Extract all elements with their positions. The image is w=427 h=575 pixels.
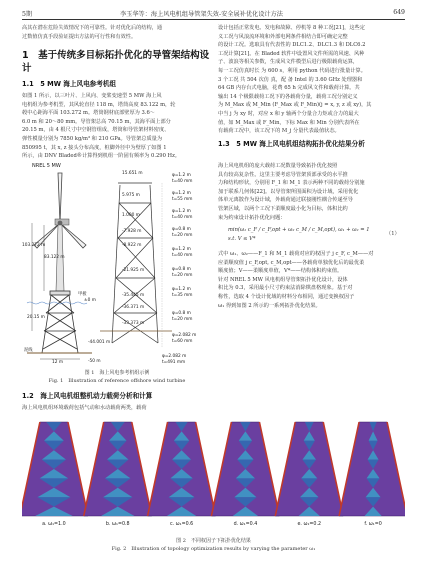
text-line: 3 个工况 共 504 次仿 真，配 备 Intel 的 3.60 GHz 处理器和 xyxy=(218,76,363,83)
right-col-paragraph-c xyxy=(218,250,405,310)
text-line: 的设计工况。选取具有代表性的 DLC1.2、DLC1.3 和 DLC6.2 xyxy=(218,42,366,49)
jacket-structure xyxy=(42,291,78,353)
topology-panel xyxy=(84,422,152,516)
topology-panel xyxy=(148,422,216,516)
equation-number: （1） xyxy=(386,231,400,237)
right-col-paragraph-a xyxy=(218,24,405,136)
text-line: ω₁ 得到如图 2 所示的一系列拓扑优化结果。 xyxy=(218,302,321,309)
fig2-panels xyxy=(22,418,405,526)
topology-panel-label: f. ω₁=0 xyxy=(364,522,382,527)
height-label: 15.651 m xyxy=(122,171,143,176)
text-line: 称性，选取 4 个设计优域的材料分布相同，通过变换权因子 xyxy=(218,293,355,300)
intro-paragraph xyxy=(22,24,209,41)
section-1-2-title: 1.2 海上风电机组整机动力载荷分析和计算 xyxy=(22,392,153,400)
span-label: 12 m xyxy=(52,360,64,365)
height-label: -35.445 m xyxy=(122,293,145,298)
dim-label: φ=2.082 m xyxy=(172,333,197,338)
text-line: 6.0 m 和 20～80 mm。导管架总高 70.15 m，其海平面上部分 xyxy=(22,118,171,125)
bottom2-label: -50 m xyxy=(88,359,101,364)
mud-label: 泥线 xyxy=(24,348,33,353)
text-line: 束为约束设计拓扑优化问题： xyxy=(218,214,286,221)
text-line: 积比为 0.3，采用最小尺寸约束法消除棋盘格现象。基于对 xyxy=(218,285,353,292)
hub-height-label: 103.272 m xyxy=(22,243,46,248)
dim-label: φ=1.2 m xyxy=(172,247,191,252)
topology-panel-label: c. ω₁=0.6 xyxy=(169,522,194,527)
dim-label: t=20 mm xyxy=(172,273,193,278)
topology-panel xyxy=(22,422,88,516)
dim-label: t=55 mm xyxy=(172,197,193,202)
text-line: 有载荷工况中，该工况下的 M_j 分量代表最值状态。 xyxy=(218,128,340,135)
text-line: 顺度值；V——柔顺度单值，V*——结构体积约束值。 xyxy=(218,268,343,275)
blade-right xyxy=(60,223,86,248)
text-line: 设计包括正常发电、发电和故障、停机等 8 种工况[21]，这些定 xyxy=(218,25,365,31)
bottom1-label: -44.001 m xyxy=(88,340,111,345)
dim-label: φ=1.2 m xyxy=(172,173,191,178)
deck-label: 甲板 xyxy=(78,292,87,297)
text-line: 中当 j 为 xy 时，对应 x 和 y 轴两个分量合力矩或合力的最大 xyxy=(218,110,359,117)
height-label: -7.928 m xyxy=(122,229,142,234)
dim-label: t=60 mm xyxy=(172,339,193,344)
dim-label: φ=1.2 m xyxy=(172,209,191,214)
text-line: 加于联系几何体[22]。以导管架所围面积为设计域，采用优化 xyxy=(218,188,359,195)
text-line: 如图 1 所示，以三叶片、上风向、变桨变速型 5 MW 海上风 xyxy=(22,93,162,99)
text-line: 输出 14 个极限载荷工况下的各载荷分量，载荷工况分别定义 xyxy=(218,93,358,100)
text-line: 64 GB 内存台式电脑，花费 65 h 完成风文件和载荷计算。共 xyxy=(218,85,360,92)
height-label: 5.975 m xyxy=(122,193,140,198)
header-rule xyxy=(22,19,405,20)
dim-label: t=40 mm xyxy=(172,253,193,258)
text-line: 子、波浪等相关参数，生成风文件模型后进行极限载荷运算， xyxy=(218,59,359,66)
dim-label: t=40 mm xyxy=(172,179,193,184)
dim-label: t=40 mm xyxy=(172,215,193,220)
page-header-left: 5期 xyxy=(22,11,33,18)
equation-1 xyxy=(228,226,378,243)
text-line: 弹性模量分别为 7850 kg/m³ 和 210 GPa。导管架总质量为 xyxy=(22,135,163,142)
topology-panel-label: b. ω₁=0.8 xyxy=(105,522,130,527)
text-line: 850995 t，其 x, z 接头分布高度，桩脚外径中为壁厚了如图 1 xyxy=(22,144,167,151)
page-header-center: 李玉华等：海上风电机组导管架失效-安全展补优化设计方法 xyxy=(120,11,283,18)
dim-label: t=35 mm xyxy=(172,293,193,298)
text-line: 20.15 m，由 4 根尺寸中空钢管组成，塔筒和导管架材料密度、 xyxy=(22,127,170,134)
text-line: 体单元离散作为设计域，外载荷通过联接刚性耦合传递至导 xyxy=(218,197,353,204)
sea-height-label: 20.15 m xyxy=(27,315,45,320)
equation-line: min(ω₁ c_F / c_F,opt + ω₂ c_M / c_M,opt), ω₁ + ω₂ = 1 xyxy=(228,227,370,233)
dim-label: φ=1.2 m xyxy=(172,287,191,292)
text-line: 针对 NREL 5 MW 风电机组导管架拓扑优化设计，设体 xyxy=(218,276,348,283)
dim-label: t=20 mm xyxy=(172,317,193,322)
figure-1 xyxy=(22,163,212,368)
zero-label: ±0 m xyxy=(84,298,96,303)
text-line: 所示，由 DNV Bladed®计算得到机组一阶固有频率为 0.290 Hz。 xyxy=(22,153,180,160)
text-line: 工况计算[21]。在 Bladed 软件中设置风文件所需的风速、风种 xyxy=(218,50,365,57)
text-line: 电机组为参考机型，其风轮直径 118 m，塔筒高度 83.122 m，轮 xyxy=(22,101,176,108)
page-number: 649 xyxy=(393,9,405,16)
text-line: 毂中心距海平面 103.272 m。塔筒钢材底部壁厚为 3.6～ xyxy=(22,110,155,117)
figure-1-caption-cn: 图 1 海上风电参考机组示例 xyxy=(84,370,150,376)
figure-2-caption-cn: 图 2 不同权因子下拓扑优化结果 xyxy=(176,538,251,544)
topology-panel xyxy=(275,422,343,516)
sea-surface xyxy=(27,302,87,304)
blade-top xyxy=(58,173,62,223)
height-label: -36.371 m xyxy=(122,305,145,310)
figure-2-caption-en: Fig. 2 Illustration of topology optimization results by varying the parameter ω₁ xyxy=(111,546,316,552)
section-1-1-body xyxy=(22,92,209,161)
figure-2 xyxy=(22,418,405,536)
text-line: 义工况与风浪流环境和外部电网条件相结合即可确定完整 xyxy=(218,33,348,40)
topology-panel-label: a. ω₁=1.0 xyxy=(42,522,66,527)
section-1-title: 1 基于传统多目标拓扑优化的导管架结构设计 xyxy=(22,50,210,74)
topology-panel xyxy=(211,422,279,516)
section-1-2-body: 海上风电机组环境载荷包括气动和水动载荷两类，载荷 xyxy=(22,405,147,411)
figure-1-caption-en: Fig. 1 Illustration of reference offshore wind turbine xyxy=(48,378,186,384)
text-line: 海上风电机组的庞大载荷工况数量导致拓扑优化按照 xyxy=(218,163,338,169)
text-line: 每一工况仿真时长 为 600 s，利用 python 代码进行批量计算。 xyxy=(218,67,366,74)
topology-panel-label: d. ω₁=0.4 xyxy=(233,522,258,527)
dim-label: φ=0.8 m xyxy=(172,227,191,232)
height-label: -33.373 m xyxy=(122,321,145,326)
topology-panel-label: e. ω₁=0.2 xyxy=(297,522,322,527)
text-line: 高其在潜在危险失效情况下的可靠性。针对优化后的结构，通 xyxy=(22,25,163,31)
dim-label: t=20 mm xyxy=(172,233,193,238)
topology-panel xyxy=(339,422,405,516)
text-line: 式中 ω₁、ω₂——F_1 和 M_1 载荷对应的权因子 j c_F, c_M——对 xyxy=(218,251,374,257)
height-label: 1.000 m xyxy=(122,213,140,218)
text-line: 具有较高复杂性。这里主要考虑导管架顶部承受的水平推 xyxy=(218,171,348,178)
pile-thickness-label: t=491 mm xyxy=(162,360,186,365)
jacket-detail xyxy=(112,183,158,343)
dim-label: φ=0.8 m xyxy=(172,311,191,316)
section-1-3-title: 1.3 5 MW 海上风电机组结构拓扑优化结果分析 xyxy=(218,140,365,148)
height-label: -21.925 m xyxy=(122,268,145,273)
height-label: -8.922 m xyxy=(122,243,142,248)
tower-height-label: 83.122 m xyxy=(44,255,65,260)
pile-label: φ=2.082 m xyxy=(162,354,187,359)
fig1-title: NREL 5 MW xyxy=(32,163,61,169)
text-line: 值，如 M_Max 或 F_Min，下标 Max 和 Min 分别代表所在 xyxy=(218,119,360,126)
equation-line: s.t. V ≤ V* xyxy=(228,235,256,242)
hub xyxy=(58,221,63,226)
right-col-paragraph-b xyxy=(218,162,405,222)
dim-label: φ=1.2 m xyxy=(172,191,191,196)
section-1-1-title: 1.1 5 MW 海上风电参考机组 xyxy=(22,80,117,88)
dim-label: φ=0.8 m xyxy=(172,267,191,272)
text-line: 为 M_Max 或 M_Min (F_Max 或 F_Min)(j = x, y, z 或 xy)，其 xyxy=(218,102,372,109)
text-line: 管架区域，以两个工况下柔顺度最小化为目标，体积比约 xyxy=(218,205,348,212)
text-line: 过数值仿真手段验证提出方法的可行性和有效性。 xyxy=(22,33,137,40)
text-line: 力和结构形状，分别用 F_1 和 M_1 表示两种不同的载荷分别施 xyxy=(218,180,365,187)
text-line: 应柔顺度值 j c_F,opt, c_M,opt——各载荷单独优化后的最优柔 xyxy=(218,259,365,266)
